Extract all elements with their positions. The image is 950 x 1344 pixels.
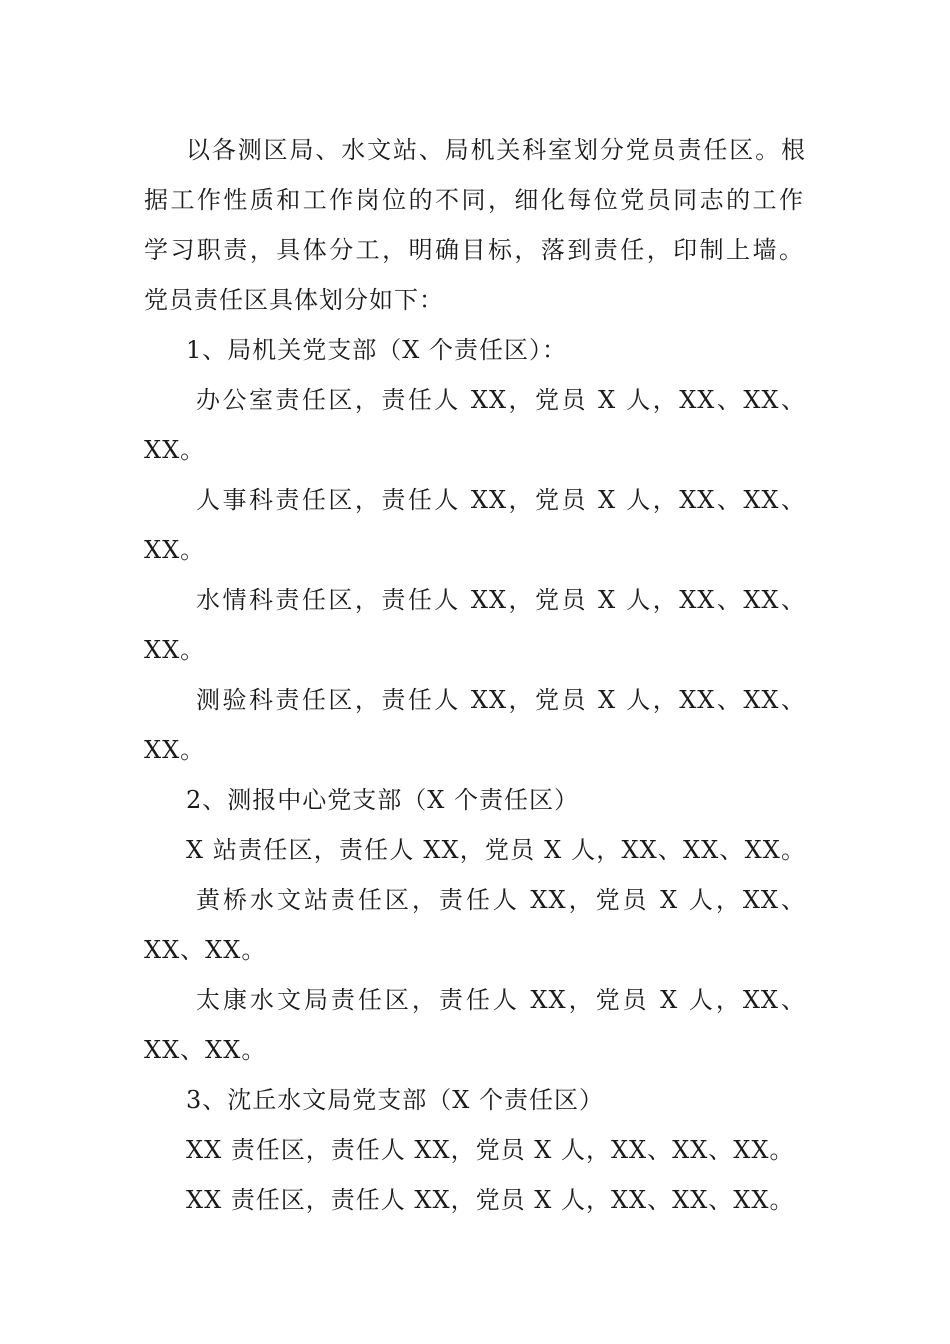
section-2-item-x: X 站责任区，责任人 XX，党员 X 人，XX、XX、XX。 <box>186 836 806 864</box>
intro-line-1: 以各测区局、水文站、局机关科室划分党员责任区。根 <box>186 136 806 164</box>
section-2-heading: 2、测报中心党支部（X 个责任区） <box>186 786 579 814</box>
section-2-item-1-line-1: 黄桥水文站责任区，责任人 XX，党员 X 人，XX、 <box>196 886 806 914</box>
section-2-item-1-line-2: XX、XX。 <box>144 936 267 964</box>
intro-line-2: 据工作性质和工作岗位的不同，细化每位党员同志的工作 <box>144 186 804 214</box>
section-1-item-2-line-2: XX。 <box>144 536 206 564</box>
section-1-item-3-line-1: 水情科责任区，责任人 XX，党员 X 人，XX、XX、 <box>196 586 806 614</box>
intro-line-4: 党员责任区具体划分如下： <box>144 286 444 314</box>
section-1-item-4-line-1: 测验科责任区，责任人 XX，党员 X 人，XX、XX、 <box>196 686 806 714</box>
section-3-heading: 3、沈丘水文局党支部（X 个责任区） <box>186 1086 604 1114</box>
section-1-heading: 1、局机关党支部（X 个责任区）： <box>186 336 567 364</box>
section-1-item-2-line-1: 人事科责任区，责任人 XX，党员 X 人，XX、XX、 <box>196 486 806 514</box>
section-1-item-1-line-1: 办公室责任区，责任人 XX，党员 X 人，XX、XX、 <box>196 386 806 414</box>
section-2-item-2-line-2: XX、XX。 <box>144 1036 267 1064</box>
section-1-item-1-line-2: XX。 <box>144 436 206 464</box>
section-2-item-2-line-1: 太康水文局责任区，责任人 XX，党员 X 人，XX、 <box>196 986 806 1014</box>
section-1-item-4-line-2: XX。 <box>144 736 206 764</box>
section-3-item-1: XX 责任区，责任人 XX，党员 X 人，XX、XX、XX。 <box>186 1136 795 1164</box>
section-1-item-3-line-2: XX。 <box>144 636 206 664</box>
section-3-item-2: XX 责任区，责任人 XX，党员 X 人，XX、XX、XX。 <box>186 1186 795 1214</box>
intro-line-3: 学习职责，具体分工，明确目标，落到责任，印制上墙。 <box>144 236 804 264</box>
